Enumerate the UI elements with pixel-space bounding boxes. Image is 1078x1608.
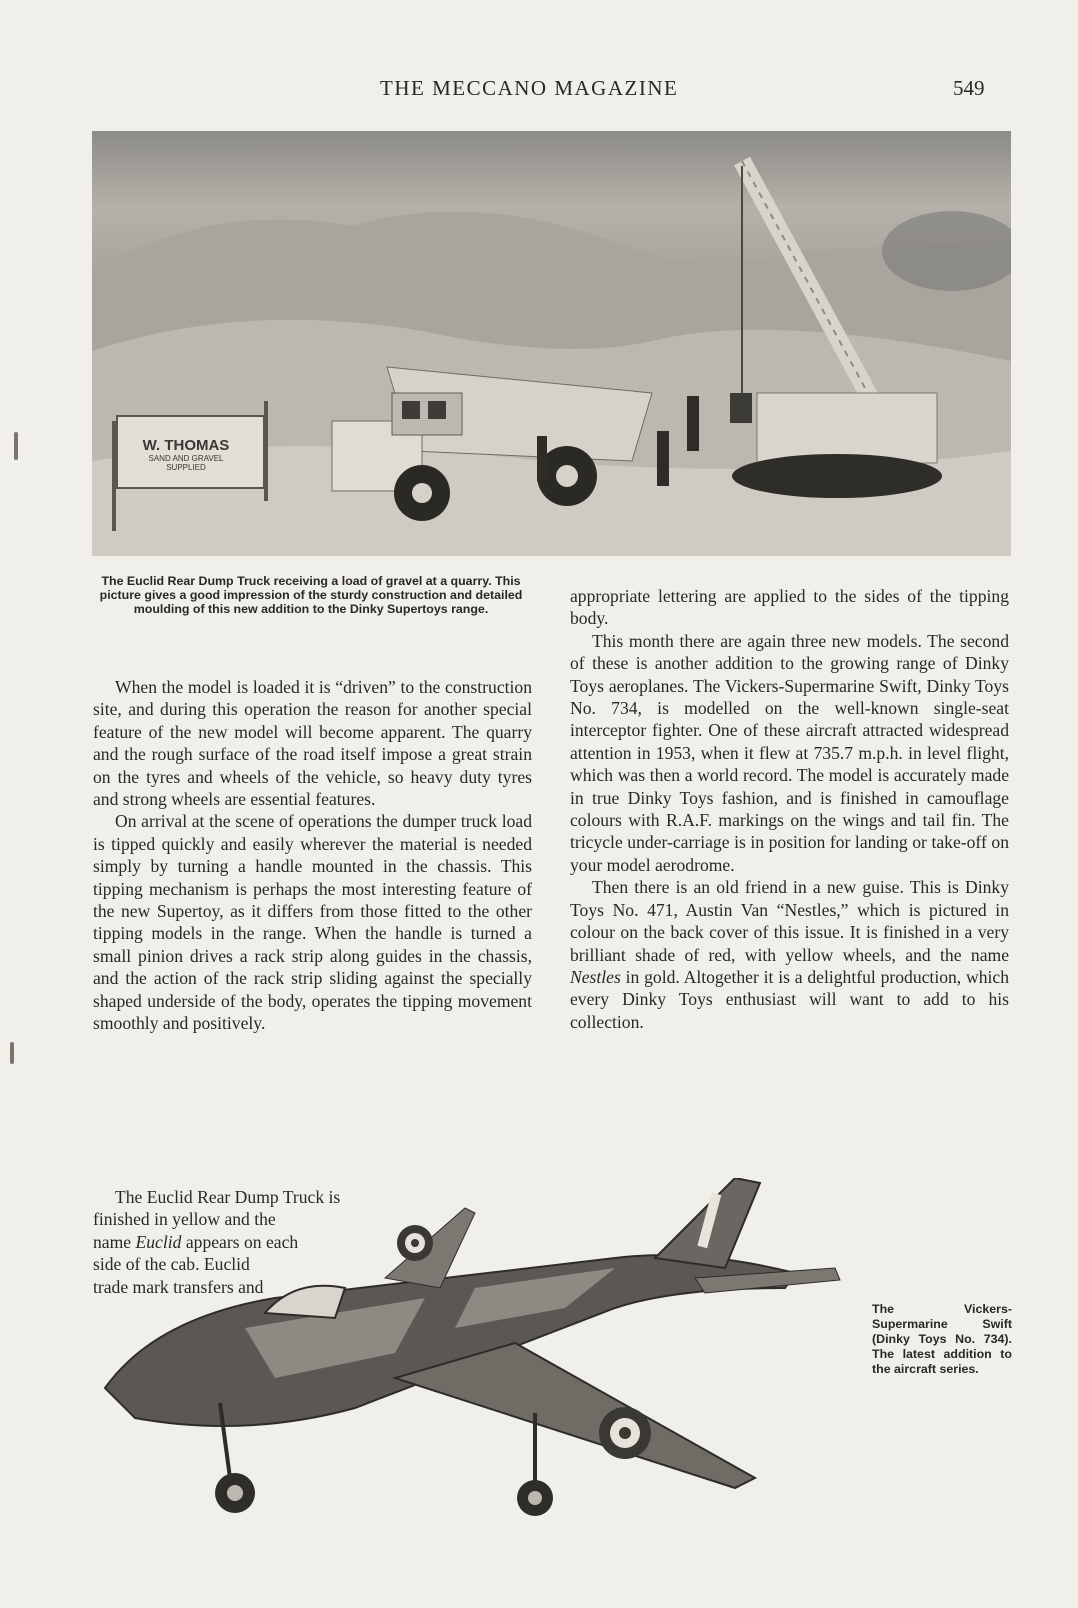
paragraph: This month there are again three new models. The second of these is another addition to the growing range of Dinky Toys aeroplanes. The Vickers-Supermarine Swift, Dinky Toys No. 734, is modelled on the well-known single-seat interceptor fighter. One of these aircraft attracted widespread attention in 1953, when it flew at 735.7 m.p.h. in level flight, which was then a world record. The model is accurately made in true Dinky Toys fashion, and is finished in camouflage colours with R.A.F. markings on the wings and tail fin. The tricycle under-carriage is in position for landing or take-off on your model aerodrome. [570, 630, 1009, 875]
running-head [0, 76, 1078, 106]
aircraft-caption: The Vickers-Supermarine Swift (Dinky Toys No. 734). The latest addition to the aircraft series. [872, 1302, 1012, 1376]
sign-line2: SUPPLIED [166, 463, 206, 472]
margin-speck [10, 1042, 14, 1064]
margin-speck [14, 432, 18, 460]
page-number: 549 [953, 76, 985, 100]
left-column [93, 676, 532, 1035]
photo-caption: The Euclid Rear Dump Truck receiving a load of gravel at a quarry. This picture gives a good impression of the sturdy construction and detailed moulding of this new addition to the Dinky Supertoys range. [99, 574, 523, 616]
wrap-line: The Euclid Rear Dump Truck is [115, 1187, 341, 1207]
wrap-line: name Euclid appears on each [93, 1231, 299, 1252]
sign-name: W. THOMAS [142, 437, 230, 454]
magazine-title: THE MECCANO MAGAZINE [380, 76, 679, 100]
quarry-scene-illustration [92, 131, 1011, 556]
sign-line1: SAND AND GRAVEL [148, 454, 224, 463]
swift-aircraft-illustration [95, 1178, 855, 1538]
right-column [570, 585, 1009, 1033]
sign-text [130, 437, 242, 472]
paragraph: Then there is an old friend in a new guise. This is Dinky Toys No. 471, Austin Van “Nestles,” which is pictured in colour on the back cover of this issue. It is finished in a very brilliant shade of red, with yellow wheels, and the name Nestles in gold. Altogether it is a delightful production, which every Dinky Toys enthusiast will want to add to his collection. [570, 877, 1009, 1032]
paragraph: When the model is loaded it is “driven” to the construction site, and during this operation the reason for another special feature of the new model will become apparent. The quarry and the rough surface of the road itself impose a great strain on the tyres and wheels of the vehicle, so heavy duty tyres and strong wheels are essential features. [93, 677, 532, 810]
paragraph: On arrival at the scene of operations the dumper truck load is tipped quickly and easily wherever the material is needed simply by turning a handle mounted in the chassis. This tipping mechanism is perhaps the most interesting feature of the new Supertoy, as it differs from those fitted to the other tipping models in the range. When the handle is turned a small pinion drives a rack strip along guides in the chassis, and the action of the rack strip sliding against the specially shaped underside of the body, operates the tipping movement smoothly and positively. [93, 811, 532, 1034]
dump-truck-photo [92, 131, 1011, 556]
wrap-line: trade mark transfers and [93, 1276, 264, 1297]
paragraph: appropriate lettering are applied to the sides of the tipping body. [570, 586, 1009, 629]
wrap-line: side of the cab. Euclid [93, 1254, 250, 1275]
wrap-line: finished in yellow and the [93, 1209, 276, 1230]
